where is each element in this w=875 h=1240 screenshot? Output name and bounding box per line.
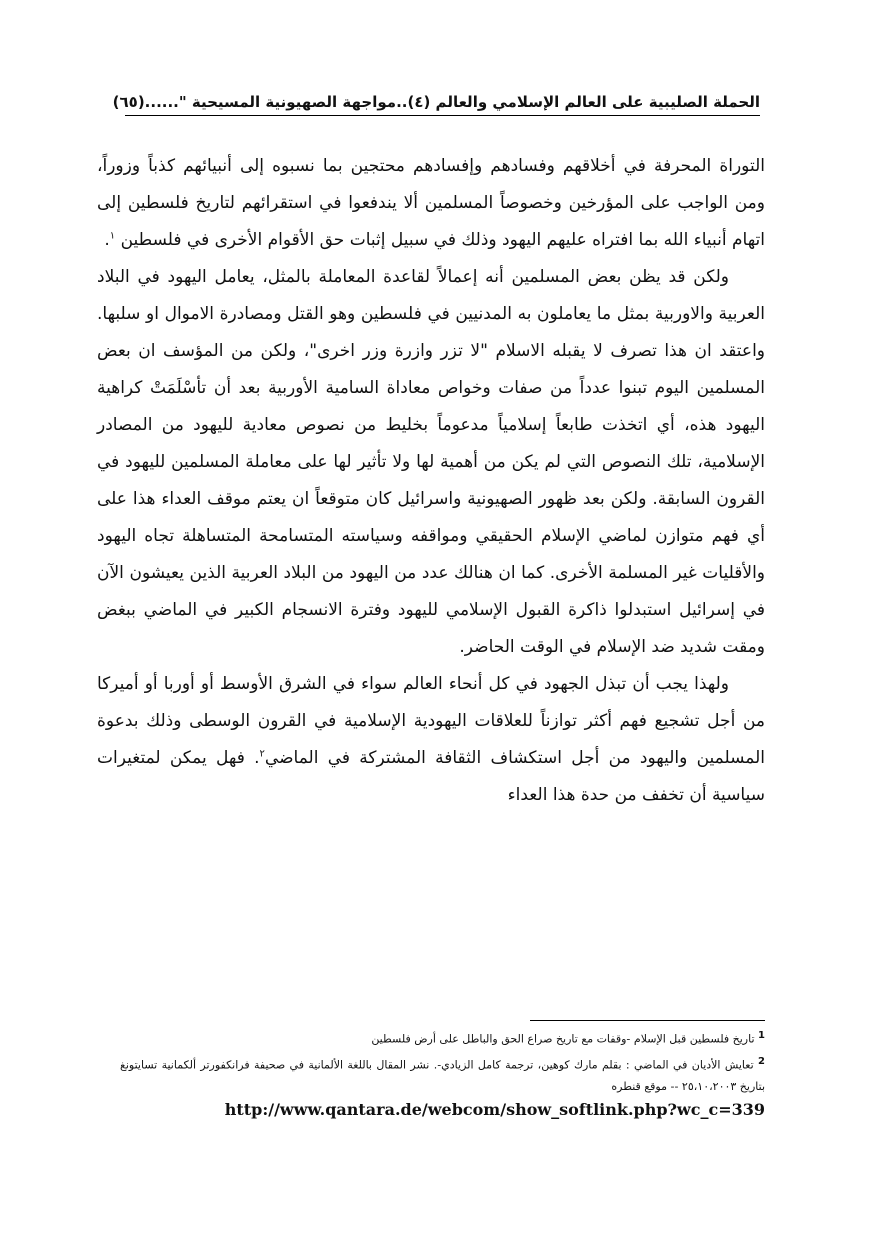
footnote-separator — [530, 1020, 765, 1021]
footnote-ref-2[interactable]: ٢ — [259, 748, 265, 760]
footnotes — [120, 1025, 765, 1122]
page-header — [112, 86, 760, 116]
paragraph-3 — [97, 666, 765, 814]
footnote-1-text: تاريخ فلسطين قبل الإسلام -وقفات مع تاريخ صراع الحق والباطل على أرض فلسطين — [371, 1032, 755, 1046]
footnote-2-link[interactable]: http://www.qantara.de/webcom/show_softlink.php?wc_c=339 — [224, 1100, 765, 1120]
paragraph-1-text: التوراة المحرفة في أخلاقهم وفسادهم وإفسادهم محتجين بما نسبوه إلى أنبيائهم كذباً وزوراً، ومن الواجب على المؤرخين وخصوصاً المسلمين ألا يندفعوا في استقرائهم لتاريخ فلسطين إلى اتهام أنبياء الله بما افتراه عليهم اليهود وذلك في سبيل إثبات حق الأقوام الأخرى في فلسطين — [97, 156, 765, 250]
footnote-1-number: 1 — [758, 1030, 765, 1041]
page-number: (٦٥) — [112, 93, 145, 111]
footnote-2 — [120, 1051, 765, 1099]
paragraph-1 — [97, 148, 765, 259]
footnote-1 — [120, 1025, 765, 1051]
page-title: الحملة الصليبية على العالم الإسلامي والعالم (٤)..مواجهة الصهيونية المسيحية "...... — [144, 93, 760, 111]
paragraph-3-end: . فهل يمكن لمتغيرات سياسية أن تخفف من حدة هذا العداء — [97, 748, 765, 805]
body-text — [97, 148, 765, 814]
footnote-ref-1[interactable]: ١ — [109, 230, 116, 242]
paragraph-3-text: ولهذا يجب أن تبذل الجهود في كل أنحاء العالم سواء في الشرق الأوسط أو أوربا أو أميركا من أجل تشجيع فهم أكثر توازناً للعلاقات اليهودية الإسلامية في القرون الوسطى وذلك بدعوة المسلمين واليهود من أجل استكشاف الثقافة المشتركة في الماضي — [97, 674, 766, 768]
footnote-2-number: 2 — [758, 1055, 765, 1067]
paragraph-1-end: . — [104, 230, 110, 250]
footnote-2-text: تعايش الأديان في الماضي : بقلم مارك كوهين، ترجمة كامل الزيادي-. نشر المقال باللغة الألمانية في صحيفة فرانكفورتر ألكمانية تسايتونغ بتاريخ ٢٥،١٠،٢٠٠٣ -- موقع قنطره — [120, 1058, 765, 1094]
paragraph-2: ولكن قد يظن بعض المسلمين أنه إعمالاً لقاعدة المعاملة بالمثل، يعامل اليهود في البلاد العربية والاوربية بمثل ما يعاملون به المدنيين في فلسطين وهو القتل ومصادرة الاموال او سلبها. واعتقد ان هذا تصرف لا يقبله الاسلام "لا تزر وازرة وزر اخرى"، ولكن من المؤسف ان بعض المسلمين اليوم تبنوا عدداً من صفات وخواص معاداة السامية الأوربية بعد أن تأسْلَمَتْ كراهية اليهود هذه، أي اتخذت طابعاً إسلامياً مدعوماً بخليط من نصوص معادية لليهود من المصادر الإسلامية، تلك النصوص التي لم يكن من أهمية لها ولا تأثير لها على معاملة المسلمين لليهود في القرون السابقة. ولكن بعد ظهور الصهيونية واسرائيل كان متوقعاً ان يعتم موقف العداء هذا على أي فهم متوازن لماضي الإسلام الحقيقي ومواقفه وسياسته المتسامحة المتساهلة تجاه اليهود والأقليات غير المسلمة الأخرى. كما ان هنالك عدد من اليهود من البلاد العربية الذين يعيشون الآن في إسرائيل استبدلوا ذاكرة القبول الإسلامي لليهود وفترة الانسجام الكبير في الماضي ببغض ومقت شديد ضد الإسلام في الوقت الحاضر. — [97, 267, 765, 657]
